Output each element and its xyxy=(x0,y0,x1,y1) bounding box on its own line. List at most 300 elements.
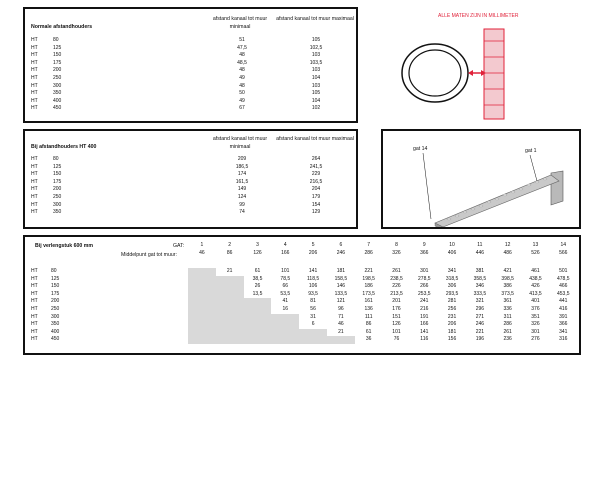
row-cell xyxy=(188,298,216,306)
row-max: 103 xyxy=(311,82,321,89)
row-prefix: HT xyxy=(31,52,38,59)
row-size: 80 xyxy=(53,37,59,43)
table-row xyxy=(31,291,577,299)
gat-number: 9 xyxy=(422,242,426,248)
row-cell xyxy=(188,283,216,291)
row-cell: 296 xyxy=(475,305,485,312)
row-cell: 136 xyxy=(364,305,373,312)
row-cell: 413,5 xyxy=(529,290,542,297)
row-max: 105 xyxy=(311,37,321,43)
table-row xyxy=(31,336,577,344)
row-cell xyxy=(188,321,216,329)
row-cell: 31 xyxy=(310,313,316,320)
row-cell: 276 xyxy=(531,336,540,343)
row-cell xyxy=(299,336,327,344)
row-prefix: HT xyxy=(31,37,38,43)
row-cell: 86 xyxy=(365,321,372,328)
row-cell xyxy=(216,321,244,329)
row-max: 103 xyxy=(311,52,321,59)
row-min: 49 xyxy=(239,97,245,104)
row-size: 250 xyxy=(53,193,62,200)
row-cell: 176 xyxy=(392,305,401,312)
row-cell: 266 xyxy=(420,283,429,290)
row-cell: 271 xyxy=(475,313,485,320)
row-cell xyxy=(244,329,272,337)
row-size: 450 xyxy=(51,336,60,343)
row-cell xyxy=(216,276,244,284)
row-cell: 438,5 xyxy=(529,275,542,282)
row-cell: 16 xyxy=(282,305,289,312)
row-cell: 46 xyxy=(338,321,344,328)
row-cell xyxy=(188,306,216,314)
row-cell: 253,5 xyxy=(418,290,431,297)
row-prefix: HT xyxy=(31,305,38,312)
row-min: 149 xyxy=(237,186,247,193)
gat-number: 10 xyxy=(449,242,455,248)
row-cell: 101 xyxy=(281,268,290,274)
table-row xyxy=(31,75,351,83)
middelpunt-value: 446 xyxy=(475,249,485,256)
row-max: 103 xyxy=(311,67,321,74)
row-size: 80 xyxy=(51,268,57,274)
row-size: 175 xyxy=(53,59,62,66)
row-prefix: HT xyxy=(31,171,38,178)
row-cell: 71 xyxy=(338,313,344,320)
table2-body xyxy=(31,156,351,217)
table3-header xyxy=(188,242,577,257)
table-row xyxy=(31,283,577,291)
row-cell: 6 xyxy=(311,321,315,328)
row-size: 125 xyxy=(53,163,62,170)
row-cell: 341 xyxy=(559,328,568,335)
row-size: 350 xyxy=(51,321,60,328)
row-prefix: HT xyxy=(31,44,38,51)
row-cell: 501 xyxy=(559,268,568,274)
row-size: 175 xyxy=(53,178,62,185)
table-row xyxy=(31,209,351,217)
row-cell: 278,5 xyxy=(418,275,431,282)
gat-number: 5 xyxy=(311,242,315,248)
row-cell xyxy=(216,298,244,306)
table-row xyxy=(31,306,577,314)
row-cell: 151 xyxy=(392,313,401,320)
row-prefix: HT xyxy=(31,275,38,282)
row-max: 102,5 xyxy=(309,44,323,51)
row-cell: 373,5 xyxy=(501,290,514,297)
row-cell: 226 xyxy=(392,283,401,290)
row-size: 250 xyxy=(53,74,62,81)
row-cell: 293,5 xyxy=(445,290,459,297)
table-normale-afstandhouders xyxy=(23,7,358,123)
row-cell: 318,5 xyxy=(445,275,459,282)
row-max: 103,5 xyxy=(309,59,323,66)
table2-title: Bij afstandhouders HT 400 xyxy=(31,144,97,150)
row-min: 174 xyxy=(237,171,247,178)
table-row xyxy=(31,105,351,113)
gat-number: 7 xyxy=(367,242,371,248)
row-cell: 238,5 xyxy=(390,275,403,282)
table-row xyxy=(31,156,351,164)
row-size: 200 xyxy=(51,298,60,305)
row-max: 105 xyxy=(311,90,321,97)
figure-bracket xyxy=(381,129,581,229)
row-size: 300 xyxy=(53,201,62,208)
row-cell: 361 xyxy=(503,298,512,305)
row-cell: 76 xyxy=(393,336,400,343)
row-prefix: HT xyxy=(31,156,38,162)
table-row xyxy=(31,90,351,98)
row-prefix: HT xyxy=(31,82,38,89)
row-size: 350 xyxy=(53,90,62,97)
row-cell: 256 xyxy=(447,305,457,312)
row-cell: 61 xyxy=(254,268,261,274)
row-cell: 38,5 xyxy=(252,275,263,282)
row-prefix: HT xyxy=(31,178,38,185)
row-cell: 366 xyxy=(559,321,568,328)
middelpunt-value: 86 xyxy=(226,249,233,256)
row-max: 264 xyxy=(311,156,321,162)
table-row xyxy=(31,52,351,60)
row-cell: 466 xyxy=(559,283,568,290)
row-min: 50 xyxy=(239,90,245,97)
row-cell xyxy=(327,336,355,344)
row-cell: 311 xyxy=(503,313,512,320)
row-size: 150 xyxy=(53,171,62,178)
row-min: 48 xyxy=(239,82,245,89)
row-prefix: HT xyxy=(31,186,38,193)
row-size: 150 xyxy=(53,52,62,59)
row-cell: 401 xyxy=(531,298,540,305)
table-row xyxy=(31,37,351,45)
table3-body xyxy=(31,268,577,344)
table-row xyxy=(31,67,351,75)
row-cell: 158,5 xyxy=(334,275,348,282)
row-cell: 26 xyxy=(254,283,261,290)
row-max: 241,5 xyxy=(309,163,323,170)
row-min: 67 xyxy=(239,105,245,112)
row-cell: 201 xyxy=(392,298,401,305)
middelpunt-value: 566 xyxy=(559,249,568,256)
table2-min-header: afstand kanaal tot muur minimaal xyxy=(212,136,268,150)
row-cell: 281 xyxy=(447,298,457,305)
row-min: 74 xyxy=(239,209,245,216)
row-cell: 186 xyxy=(364,283,373,290)
row-cell xyxy=(244,298,272,306)
duct-diagram xyxy=(380,7,580,122)
row-cell: 78,5 xyxy=(280,275,291,282)
table3-middelpunt-label: Middelpunt gat tot muur: xyxy=(121,252,177,258)
table-row xyxy=(31,268,577,276)
middelpunt-value: 46 xyxy=(199,249,205,256)
row-cell: 198,5 xyxy=(362,275,375,282)
table-row xyxy=(31,298,577,306)
row-cell: 216 xyxy=(420,305,429,312)
row-cell: 236 xyxy=(503,336,512,343)
table-row xyxy=(31,186,351,194)
row-min: 161,5 xyxy=(235,178,249,185)
row-cell: 66 xyxy=(282,283,289,290)
row-prefix: HT xyxy=(31,313,38,320)
row-prefix: HT xyxy=(31,163,38,170)
row-cell: 336 xyxy=(503,305,512,312)
row-prefix: HT xyxy=(31,298,38,305)
row-cell: 358,5 xyxy=(473,275,487,282)
row-size: 125 xyxy=(53,44,62,51)
row-min: 48,5 xyxy=(237,59,247,66)
row-max: 102 xyxy=(311,105,321,112)
table-afstandhouders-ht400 xyxy=(23,129,358,229)
row-cell: 261 xyxy=(392,268,401,274)
table1-body xyxy=(31,37,351,113)
row-size: 350 xyxy=(53,209,62,216)
row-max: 104 xyxy=(311,74,321,81)
row-size: 175 xyxy=(51,290,60,297)
row-cell xyxy=(271,329,299,337)
row-cell: 301 xyxy=(531,328,540,335)
row-cell xyxy=(271,336,299,344)
row-cell: 181 xyxy=(336,268,346,274)
row-cell xyxy=(271,314,299,322)
row-cell xyxy=(216,314,244,322)
row-cell: 106 xyxy=(308,283,318,290)
row-cell: 221 xyxy=(475,328,485,335)
row-size: 200 xyxy=(53,67,62,74)
row-cell: 191 xyxy=(420,313,429,320)
row-cell: 213,5 xyxy=(390,290,403,297)
row-prefix: HT xyxy=(31,321,38,328)
row-cell: 478,5 xyxy=(557,275,570,282)
row-cell: 166 xyxy=(420,321,429,328)
row-size: 250 xyxy=(51,305,60,312)
row-cell: 351 xyxy=(531,313,540,320)
row-min: 99 xyxy=(239,201,245,208)
row-cell: 81 xyxy=(310,298,316,305)
row-min: 51 xyxy=(239,37,245,43)
row-cell xyxy=(271,321,299,329)
row-cell: 426 xyxy=(531,283,540,290)
gat-number: 6 xyxy=(339,242,343,248)
row-cell: 161 xyxy=(364,298,373,305)
table-verlengstuk xyxy=(23,235,581,355)
row-size: 200 xyxy=(53,186,62,193)
row-size: 400 xyxy=(53,97,62,104)
row-cell: 141 xyxy=(420,328,429,335)
table2-max-header: afstand kanaal tot muur maximaal xyxy=(276,136,354,142)
row-max: 104 xyxy=(311,97,321,104)
row-max: 129 xyxy=(311,209,321,216)
table1-title: Normale afstandhouders xyxy=(31,24,93,30)
row-max: 179 xyxy=(311,193,321,200)
middelpunt-value: 246 xyxy=(336,249,346,256)
row-prefix: HT xyxy=(31,209,38,216)
gat-number: 8 xyxy=(395,242,398,248)
row-cell xyxy=(244,306,272,314)
row-max: 204 xyxy=(311,186,321,193)
row-cell: 156 xyxy=(447,336,457,343)
row-cell: 441 xyxy=(559,298,568,305)
row-cell: 246 xyxy=(475,321,485,328)
row-cell: 231 xyxy=(447,313,457,320)
table-row xyxy=(31,98,351,106)
middelpunt-value: 366 xyxy=(420,249,429,256)
table-row xyxy=(31,83,351,91)
row-cell: 346 xyxy=(475,283,485,290)
table-row xyxy=(31,314,577,322)
row-cell: 21 xyxy=(338,328,344,335)
label-gat-1: gat 1 xyxy=(525,148,537,154)
row-cell: 146 xyxy=(336,283,346,290)
row-cell: 61 xyxy=(365,328,372,335)
row-cell: 173,5 xyxy=(362,290,375,297)
label-gat-14: gat 14 xyxy=(413,146,428,152)
row-cell: 421 xyxy=(503,268,512,274)
row-max: 216,5 xyxy=(309,178,323,185)
row-cell: 56 xyxy=(310,305,316,312)
table-row xyxy=(31,45,351,53)
row-cell: 381 xyxy=(475,268,485,274)
row-cell: 326 xyxy=(531,321,540,328)
row-cell: 306 xyxy=(447,283,457,290)
row-cell: 386 xyxy=(503,283,512,290)
table-row xyxy=(31,321,577,329)
gat-number: 14 xyxy=(560,242,567,248)
row-cell: 101 xyxy=(392,328,401,335)
row-prefix: HT xyxy=(31,268,38,274)
row-cell: 206 xyxy=(447,321,457,328)
row-cell: 96 xyxy=(338,305,344,312)
row-prefix: HT xyxy=(31,59,38,66)
row-prefix: HT xyxy=(31,201,38,208)
row-prefix: HT xyxy=(31,90,38,97)
units-note: ALLE MATEN ZIJN IN MILLIMETER xyxy=(438,13,519,19)
row-cell xyxy=(188,336,216,344)
row-prefix: HT xyxy=(31,105,38,112)
row-prefix: HT xyxy=(31,193,38,200)
row-prefix: HT xyxy=(31,283,38,290)
table1-max-header: afstand kanaal tot muur maximaal xyxy=(276,16,354,22)
middelpunt-value: 326 xyxy=(392,249,401,256)
row-size: 80 xyxy=(53,156,59,162)
row-cell: 36 xyxy=(365,336,372,343)
row-cell: 116 xyxy=(420,336,429,343)
row-size: 300 xyxy=(51,313,60,320)
row-min: 124 xyxy=(237,193,247,200)
row-cell: 133,5 xyxy=(334,290,348,297)
row-size: 150 xyxy=(51,283,60,290)
table3-gat-label: GAT: xyxy=(173,243,185,249)
gat-number: 12 xyxy=(504,242,511,248)
gat-number: 2 xyxy=(228,242,232,248)
row-cell: 21 xyxy=(226,268,233,274)
row-size: 300 xyxy=(53,82,62,89)
row-prefix: HT xyxy=(31,328,38,335)
table-row xyxy=(31,329,577,337)
row-cell xyxy=(216,329,244,337)
row-cell: 13,5 xyxy=(252,290,263,297)
row-max: 154 xyxy=(311,201,321,208)
row-cell xyxy=(216,283,244,291)
row-cell xyxy=(216,336,244,344)
row-cell: 196 xyxy=(475,336,485,343)
middelpunt-value: 126 xyxy=(253,249,262,256)
middelpunt-value: 406 xyxy=(447,249,457,256)
row-prefix: HT xyxy=(31,97,38,104)
row-cell: 301 xyxy=(420,268,429,274)
row-cell: 261 xyxy=(503,328,512,335)
gat-number: 1 xyxy=(200,242,204,248)
row-cell xyxy=(188,329,216,337)
row-cell: 321 xyxy=(475,298,485,305)
row-cell: 53,5 xyxy=(280,290,291,297)
row-size: 450 xyxy=(53,105,62,112)
table-row xyxy=(31,60,351,68)
row-size: 400 xyxy=(51,328,60,335)
row-min: 47,5 xyxy=(237,44,247,51)
row-cell: 111 xyxy=(364,313,373,320)
row-cell: 398,5 xyxy=(501,275,514,282)
row-cell xyxy=(188,268,216,276)
row-cell: 181 xyxy=(447,328,457,335)
row-cell xyxy=(216,306,244,314)
row-cell xyxy=(188,276,216,284)
gat-number: 3 xyxy=(256,242,259,248)
row-min: 186,5 xyxy=(235,163,249,170)
row-cell: 118,5 xyxy=(307,275,320,282)
figure-duct-wall xyxy=(380,7,580,122)
gat-number: 4 xyxy=(283,242,287,248)
row-min: 209 xyxy=(237,156,247,162)
middelpunt-value: 526 xyxy=(531,249,540,256)
row-cell: 126 xyxy=(392,321,401,328)
row-cell xyxy=(299,329,327,337)
row-cell: 241 xyxy=(420,298,429,305)
row-min: 49 xyxy=(239,74,245,81)
row-cell: 316 xyxy=(559,336,568,343)
row-cell: 333,5 xyxy=(473,290,487,297)
row-prefix: HT xyxy=(31,67,38,74)
middelpunt-value: 166 xyxy=(281,249,290,256)
middelpunt-value: 206 xyxy=(308,249,318,256)
row-min: 48 xyxy=(239,67,245,74)
row-cell: 286 xyxy=(503,321,512,328)
row-cell: 41 xyxy=(282,298,289,305)
row-cell xyxy=(244,314,272,322)
middelpunt-value: 486 xyxy=(503,249,512,256)
row-cell xyxy=(188,314,216,322)
middelpunt-value: 286 xyxy=(364,249,373,256)
row-cell: 416 xyxy=(559,305,568,312)
row-prefix: HT xyxy=(31,336,38,343)
row-prefix: HT xyxy=(31,290,38,297)
row-cell: 341 xyxy=(447,268,457,274)
row-cell: 391 xyxy=(559,313,568,320)
row-cell xyxy=(244,336,272,344)
table-header-row xyxy=(188,250,577,258)
table3-title: Bij verlengstuk 600 mm xyxy=(35,243,93,249)
row-size: 125 xyxy=(51,275,60,282)
row-cell: 221 xyxy=(364,268,373,274)
table-row xyxy=(31,194,351,202)
row-cell: 376 xyxy=(531,305,540,312)
row-prefix: HT xyxy=(31,74,38,81)
row-max: 229 xyxy=(311,171,321,178)
row-cell: 453,5 xyxy=(557,290,570,297)
row-cell: 93,5 xyxy=(308,290,318,297)
row-cell: 141 xyxy=(308,268,318,274)
table-row xyxy=(31,171,351,179)
row-cell: 461 xyxy=(531,268,540,274)
row-cell: 121 xyxy=(336,298,346,305)
